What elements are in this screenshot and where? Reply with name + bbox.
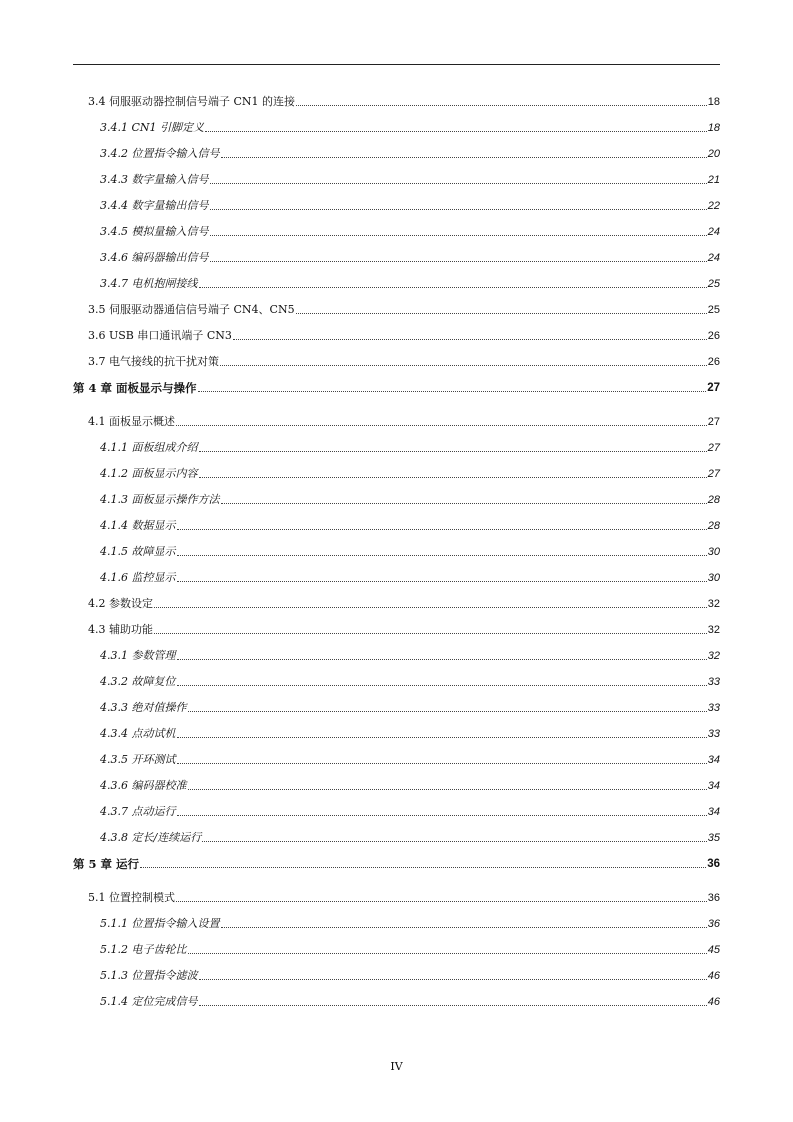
toc-section-entry[interactable] [88,619,720,637]
toc-dot-leader [199,1004,707,1006]
toc-subsection-entry[interactable] [100,697,720,715]
toc-entry-title: 5.1.4 定位完成信号 [100,995,198,1008]
toc-entry-title: 4.3 辅助功能 [88,623,153,636]
toc-dot-leader [221,926,707,928]
toc-page-number: 35 [707,832,720,844]
toc-dot-leader [199,286,707,288]
toc-entry-title: 3.7 电气接线的抗干扰对策 [88,355,219,368]
toc-page-number: 25 [707,278,720,290]
toc-entry-title: 5.1 位置控制模式 [88,891,175,904]
toc-dot-leader [199,476,707,478]
toc-dot-leader [176,424,707,426]
toc-dot-leader [177,736,707,738]
toc-subsection-entry[interactable] [100,489,720,507]
toc-page-number: 24 [707,226,720,238]
toc-page-number: 27 [707,416,720,428]
toc-page-number: 30 [707,546,720,558]
toc-subsection-entry[interactable] [100,827,720,845]
toc-entry-title: 3.4.7 电机抱闸接线 [100,277,198,290]
toc-page-number: 18 [707,122,720,134]
toc-entry-title: 3.4.2 位置指令输入信号 [100,147,220,160]
toc-dot-leader [177,658,707,660]
toc-subsection-entry[interactable] [100,939,720,957]
toc-entry-title: 3.4.4 数字量输出信号 [100,199,209,212]
toc-page-number: 32 [707,598,720,610]
toc-dot-leader [188,710,707,712]
toc-entry-title: 4.3.8 定长/连续运行 [100,831,202,844]
toc-page-number: 33 [707,676,720,688]
toc-page-number: 28 [707,520,720,532]
toc-subsection-entry[interactable] [100,749,720,767]
toc-subsection-entry[interactable] [100,247,720,265]
toc-subsection-entry[interactable] [100,801,720,819]
toc-entry-title: 3.4.5 模拟量输入信号 [100,225,209,238]
toc-dot-leader [220,364,707,366]
toc-dot-leader [177,684,707,686]
toc-dot-leader [210,182,707,184]
toc-subsection-entry[interactable] [100,913,720,931]
toc-page-number: 32 [707,650,720,662]
toc-page-number: 27 [707,442,720,454]
toc-dot-leader [177,762,707,764]
toc-dot-leader [199,978,707,980]
toc-chapter-entry[interactable] [73,377,720,395]
page-number: IV [390,1060,403,1073]
toc-subsection-entry[interactable] [100,169,720,187]
toc-dot-leader [210,208,707,210]
toc-subsection-entry[interactable] [100,567,720,585]
toc-subsection-entry[interactable] [100,723,720,741]
toc-section-entry[interactable] [88,593,720,611]
toc-dot-leader [233,338,707,340]
toc-subsection-entry[interactable] [100,195,720,213]
toc-page-number: 27 [707,468,720,480]
toc-dot-leader [210,260,707,262]
toc-entry-title: 4.3.5 开环测试 [100,753,176,766]
toc-subsection-entry[interactable] [100,515,720,533]
toc-page-number: 28 [707,494,720,506]
toc-dot-leader [177,580,707,582]
toc-entry-title: 4.1.1 面板组成介绍 [100,441,198,454]
toc-entry-title: 5.1.2 电子齿轮比 [100,943,187,956]
toc-page-number: 26 [707,330,720,342]
toc-dot-leader [205,130,707,132]
toc-entry-title: 4.1.5 故障显示 [100,545,176,558]
toc-entry-title: 5.1.3 位置指令滤波 [100,969,198,982]
toc-entry-title: 第 5 章 运行 [73,857,140,871]
toc-entry-title: 4.1 面板显示概述 [88,415,175,428]
toc-entry-title: 3.4.1 CN1 引脚定义 [100,121,205,134]
toc-subsection-entry[interactable] [100,671,720,689]
toc-subsection-entry[interactable] [100,645,720,663]
toc-dot-leader [177,814,707,816]
toc-page-number: 45 [707,944,720,956]
toc-subsection-entry[interactable] [100,463,720,481]
toc-subsection-entry[interactable] [100,273,720,291]
toc-page-number: 26 [707,356,720,368]
toc-dot-leader [154,632,707,634]
toc-page-number: 21 [707,174,720,186]
toc-dot-leader [176,900,707,902]
toc-page-number: 20 [707,148,720,160]
toc-page-number: 46 [707,996,720,1008]
toc-entry-title: 4.3.6 编码器校准 [100,779,187,792]
toc-subsection-entry[interactable] [100,437,720,455]
toc-entry-title: 5.1.1 位置指令输入设置 [100,917,220,930]
toc-page-number: 36 [707,858,720,870]
toc-subsection-entry[interactable] [100,143,720,161]
toc-dot-leader [296,104,707,106]
toc-page-number: 33 [707,702,720,714]
toc-dot-leader [188,952,707,954]
toc-subsection-entry[interactable] [100,221,720,239]
toc-page-number: 22 [707,200,720,212]
toc-entry-title: 4.2 参数设定 [88,597,153,610]
toc-dot-leader [188,788,707,790]
toc-entry-title: 3.6 USB 串口通讯端子 CN3 [88,329,232,342]
toc-entry-title: 4.3.2 故障复位 [100,675,176,688]
toc-dot-leader [177,528,707,530]
toc-dot-leader [210,234,707,236]
toc-page-number: 34 [707,806,720,818]
toc-dot-leader [154,606,707,608]
toc-dot-leader [177,554,707,556]
toc-entry-title: 4.3.4 点动试机 [100,727,176,740]
toc-entry-title: 4.1.2 面板显示内容 [100,467,198,480]
toc-page-number: 36 [707,892,720,904]
toc-subsection-entry[interactable] [100,541,720,559]
toc-subsection-entry[interactable] [100,991,720,1009]
toc-page-number: 24 [707,252,720,264]
toc-entry-title: 4.3.1 参数管理 [100,649,176,662]
toc-dot-leader [198,390,707,392]
toc-entry-title: 第 4 章 面板显示与操作 [73,381,197,395]
toc-dot-leader [221,156,707,158]
toc-page-number: 25 [707,304,720,316]
toc-dot-leader [140,866,706,868]
toc-page-number: 32 [707,624,720,636]
toc-subsection-entry[interactable] [100,775,720,793]
toc-page-number: 46 [707,970,720,982]
toc-entry-title: 3.5 伺服驱动器通信信号端子 CN4、CN5 [88,303,295,316]
toc-entry-title: 4.3.3 绝对值操作 [100,701,187,714]
toc-page-number: 27 [707,382,720,394]
toc-section-entry[interactable] [88,325,720,343]
toc-entry-title: 4.1.4 数据显示 [100,519,176,532]
toc-page-number: 34 [707,780,720,792]
toc-dot-leader [202,840,707,842]
header-rule [73,64,720,65]
toc-page-number: 34 [707,754,720,766]
toc-entry-title: 3.4 伺服驱动器控制信号端子 CN1 的连接 [88,95,296,108]
toc-entry-title: 4.1.3 面板显示操作方法 [100,493,220,506]
toc-section-entry[interactable] [88,91,720,109]
toc-page-number: 33 [707,728,720,740]
toc-page-number: 18 [707,96,720,108]
toc-entry-title: 3.4.6 编码器输出信号 [100,251,209,264]
toc-entry-title: 4.3.7 点动运行 [100,805,176,818]
toc-dot-leader [221,502,707,504]
toc-chapter-entry[interactable] [73,853,720,871]
toc-section-entry[interactable] [88,351,720,369]
toc-dot-leader [296,312,707,314]
toc-entry-title: 4.1.6 监控显示 [100,571,176,584]
toc-page-number: 30 [707,572,720,584]
toc-section-entry[interactable] [88,411,720,429]
toc-entry-title: 3.4.3 数字量输入信号 [100,173,209,186]
toc-subsection-entry[interactable] [100,965,720,983]
toc-page-number: 36 [707,918,720,930]
toc-section-entry[interactable] [88,299,720,317]
toc-dot-leader [199,450,707,452]
toc-section-entry[interactable] [88,887,720,905]
toc-subsection-entry[interactable] [100,117,720,135]
